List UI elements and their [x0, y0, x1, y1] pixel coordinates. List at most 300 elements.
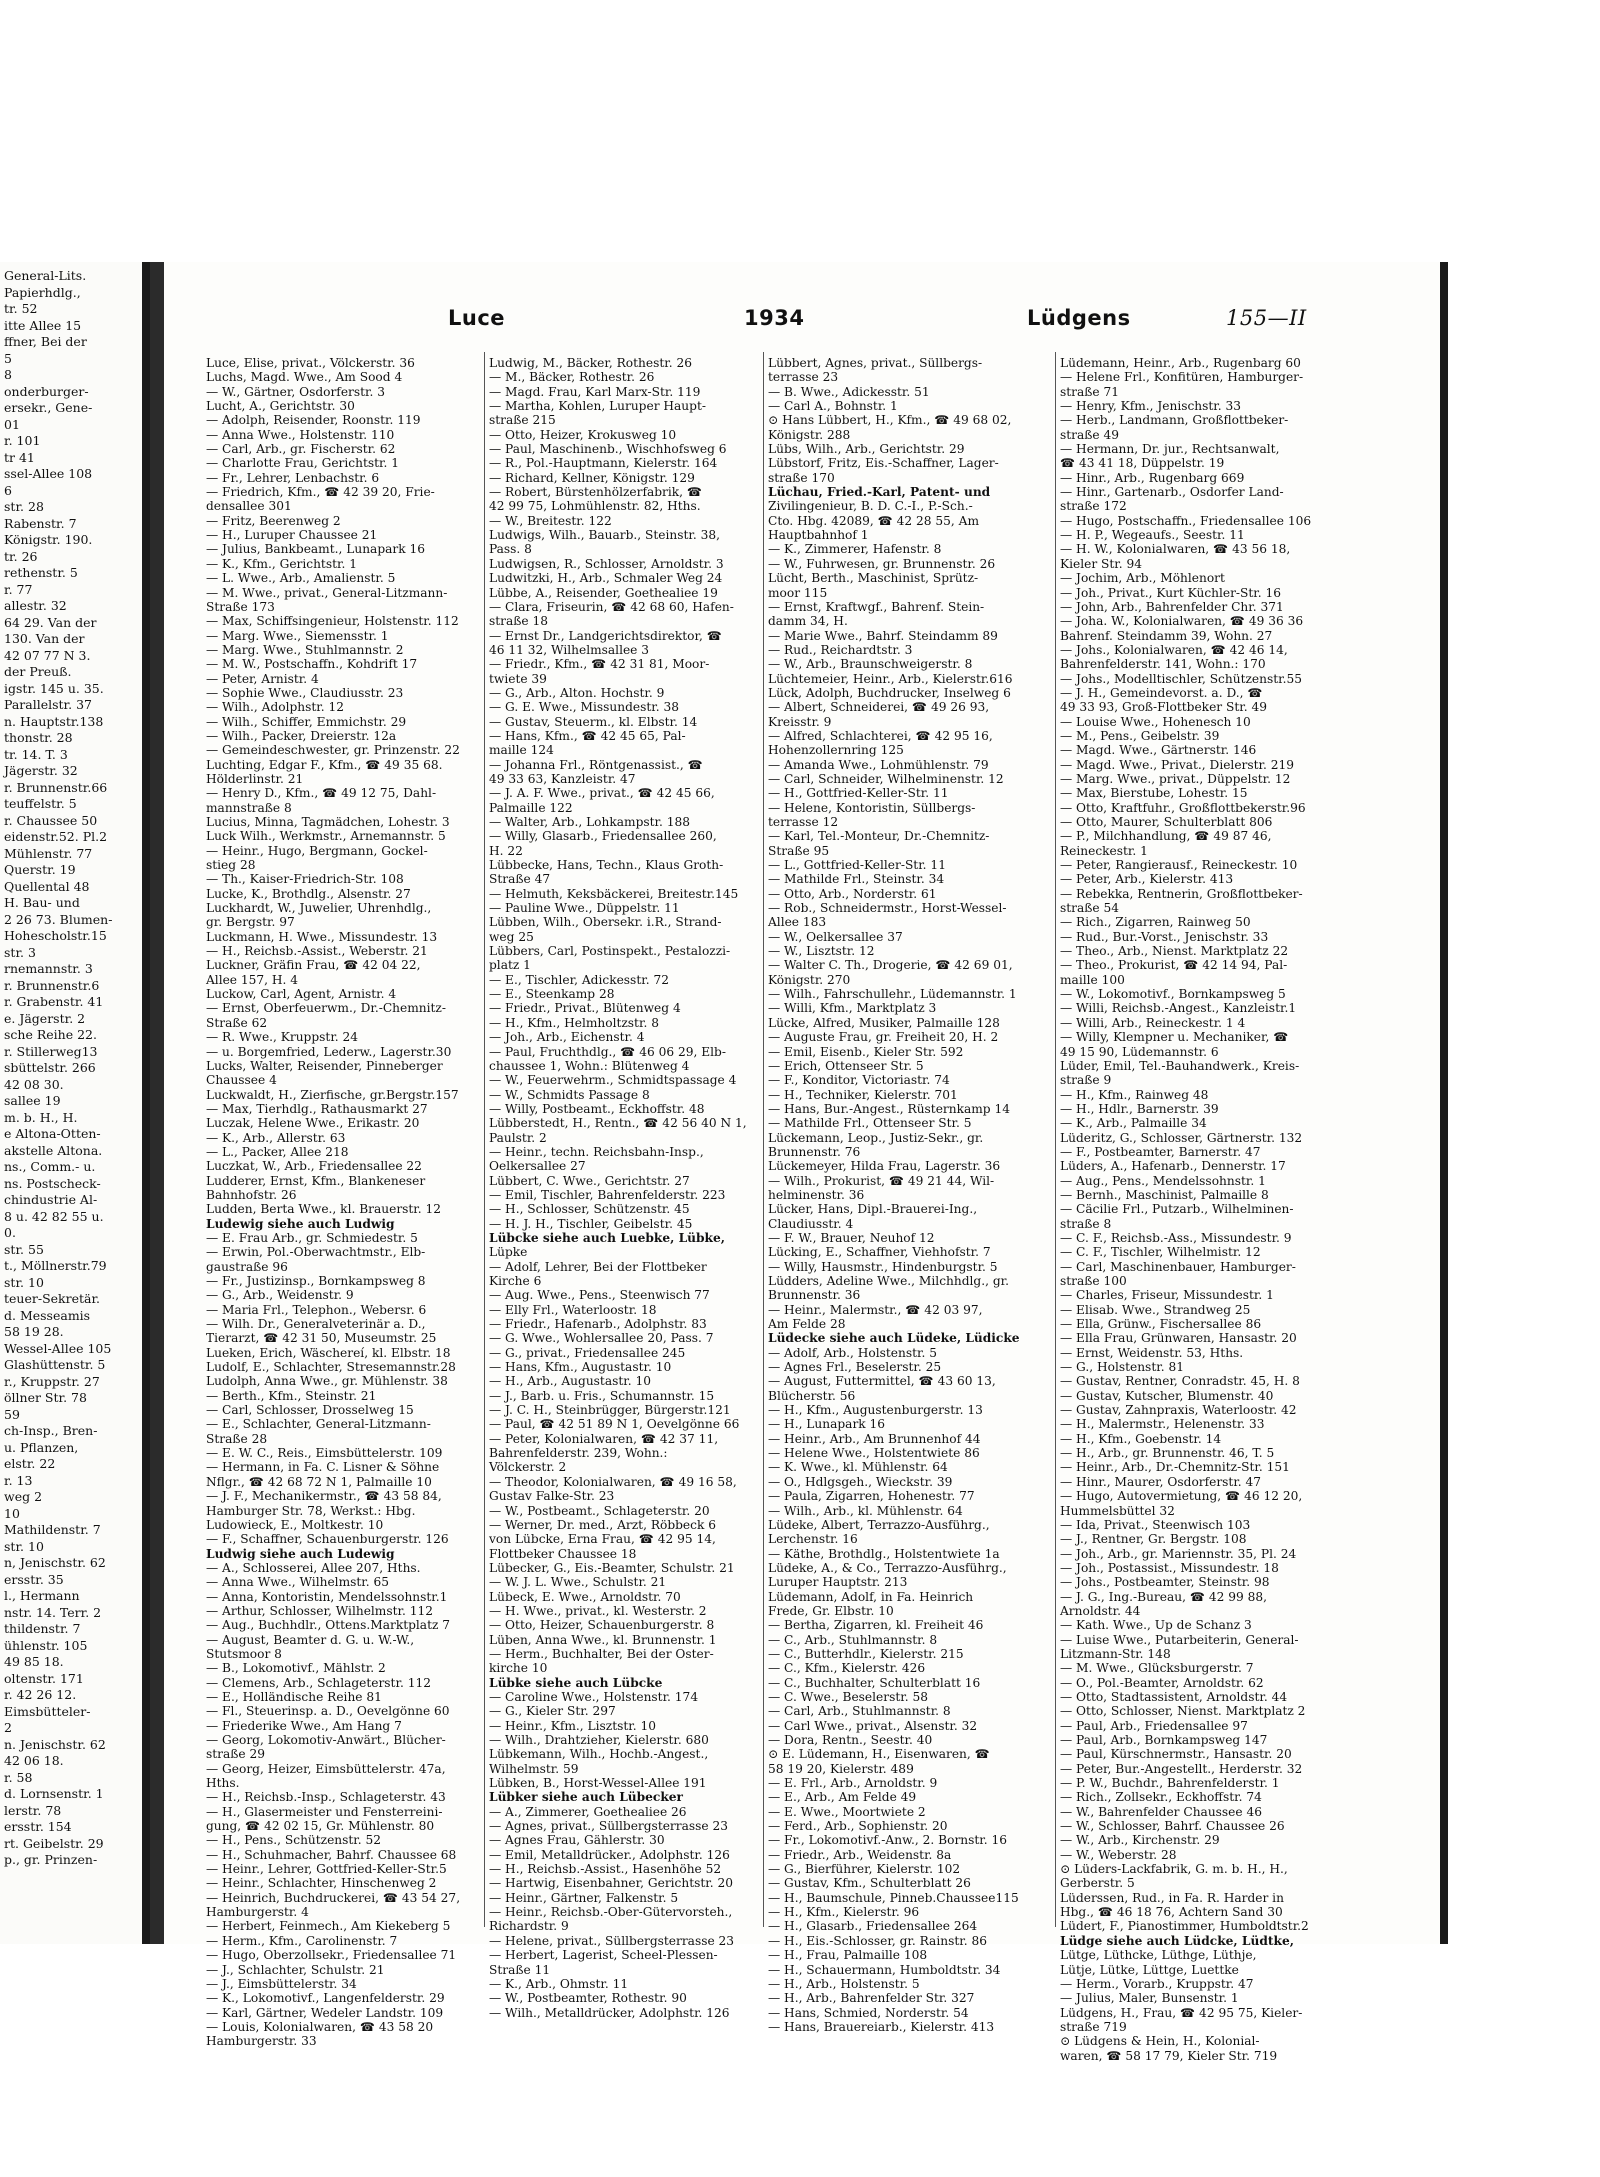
fragment-line: ffner, Bei der	[4, 334, 87, 349]
directory-entry: — Otto, Maurer, Schulterblatt 806	[1060, 815, 1273, 829]
directory-entry: — H., Lunapark 16	[768, 1417, 886, 1432]
directory-entry: helminenstr. 36	[768, 1187, 865, 1202]
directory-entry: straße 215	[489, 413, 556, 428]
directory-entry: Bahrenfelderstr. 239, Wohn.:	[489, 1446, 668, 1461]
directory-entry: straße 29	[206, 1747, 265, 1762]
directory-entry: — G., Holstenstr. 81	[1060, 1360, 1184, 1375]
directory-entry: Lüdecke siehe auch Lüdeke, Lüdicke	[768, 1331, 1020, 1346]
directory-entry: — Friederike Wwe., Am Hang 7	[206, 1718, 402, 1733]
directory-entry: straße 170	[768, 470, 835, 485]
directory-entry: Lübbers, Carl, Postinspekt., Pestalozzi-	[489, 944, 731, 959]
directory-entry: — Kath. Wwe., Up de Schanz 3	[1060, 1618, 1252, 1633]
directory-entry: Hohenzollernring 125	[768, 743, 904, 758]
directory-entry: Lücht, Berth., Maschinist, Sprütz-	[768, 571, 979, 586]
directory-entry: — Wilh., Fahrschullehr., Lüdemannstr. 1	[768, 987, 1017, 1002]
fragment-line: tr. 14. T. 3	[4, 746, 68, 762]
directory-entry: — M. Wwe., privat., General-Litzmann-	[206, 585, 448, 600]
directory-entry: — Carl, Arb., gr. Fischerstr. 62	[206, 442, 396, 457]
directory-entry: — Herb., Landmann, Großflottbeker-	[1060, 413, 1289, 428]
fragment-line: H. Bau- und	[4, 895, 80, 910]
fragment-line: Hohescholstr.15	[4, 928, 107, 943]
directory-entry: — Bernh., Maschinist, Palmaille 8	[1060, 1187, 1269, 1202]
directory-entry: — H., Frau, Palmaille 108	[768, 1948, 928, 1963]
directory-entry: Flottbeker Chaussee 18	[489, 1546, 637, 1561]
directory-entry: — M. W., Postschaffn., Kohdrift 17	[206, 657, 418, 672]
directory-entry: Pass. 8	[489, 542, 532, 557]
directory-entry: Kreisstr. 9	[768, 714, 832, 729]
directory-entry: — O., Pol.-Beamter, Arnoldstr. 62	[1060, 1675, 1264, 1690]
directory-entry: Hummelsbüttel 32	[1060, 1503, 1175, 1518]
directory-entry: Hauptbahnhof 1	[768, 528, 869, 543]
previous-page-fragment	[0, 262, 150, 1944]
directory-entry: Lüdemann, Heinr., Arb., Rugenbarg 60	[1060, 356, 1301, 370]
directory-entry: Lucius, Minna, Tagmädchen, Lohestr. 3	[206, 815, 450, 829]
directory-entry: — H., Reichsb.-Assist., Hasenhöhe 52	[489, 1862, 722, 1877]
directory-entry: Lucks, Walter, Reisender, Pinneberger	[206, 1058, 443, 1073]
directory-entry: — O., Hdlgsgeh., Wieckstr. 39	[768, 1474, 953, 1489]
fragment-line: 2	[4, 1720, 12, 1735]
directory-entry: — H. P., Wegeaufs., Seestr. 11	[1060, 528, 1245, 543]
directory-entry: — Carl A., Bohnstr. 1	[768, 399, 898, 414]
directory-entry: — Carl, Arb., Stuhlmannstr. 8	[768, 1704, 951, 1719]
directory-entry: — Paula, Zigarren, Hohenestr. 77	[768, 1489, 975, 1504]
directory-entry: — Max, Schiffsingenieur, Holstenstr. 112	[206, 614, 459, 629]
directory-entry: — Paul, ☎ 42 51 89 N 1, Oevelgönne 66	[489, 1417, 740, 1432]
directory-column-3	[768, 356, 1053, 2034]
fragment-line: itte Allee 15	[4, 317, 82, 333]
directory-entry: Straße 11	[489, 1962, 551, 1977]
directory-entry: — Henry D., Kfm., ☎ 49 12 75, Dahl-	[206, 786, 437, 801]
directory-entry: Lucht, A., Gerichtstr. 30	[206, 399, 355, 414]
directory-entry: straße 54	[1060, 901, 1119, 916]
fragment-line: ns. Postscheck-	[4, 1175, 101, 1191]
directory-entry: — G., Kieler Str. 297	[489, 1704, 616, 1719]
fragment-line: 0.	[4, 1225, 16, 1240]
fragment-line: str. 10	[4, 1274, 44, 1290]
directory-entry: — Sophie Wwe., Claudiusstr. 23	[206, 685, 404, 700]
directory-entry: Lucke, K., Brothdlg., Alsenstr. 27	[206, 886, 411, 901]
directory-entry: — W., Postbeamt., Schlageterstr. 20	[489, 1503, 710, 1518]
directory-entry: — Joh., Arb., gr. Mariennstr. 35, Pl. 24	[1060, 1546, 1297, 1561]
directory-entry: Lübke siehe auch Lübcke	[489, 1675, 663, 1690]
directory-entry: — Peter, Arnistr. 4	[206, 671, 319, 686]
directory-entry: — A., Schlosserei, Allee 207, Hths.	[206, 1560, 421, 1575]
directory-entry: — Wilh., Metalldrücker, Adolphstr. 126	[489, 2005, 730, 2020]
directory-entry: Hbg., ☎ 46 18 76, Achtern Sand 30	[1060, 1905, 1283, 1920]
directory-entry: — Th., Kaiser-Friedrich-Str. 108	[206, 872, 404, 887]
directory-entry: — P. W., Buchdr., Bahrenfelderstr. 1	[1060, 1776, 1280, 1791]
fragment-line: weg 2	[4, 1489, 43, 1504]
directory-entry: Lerchenstr. 16	[768, 1532, 858, 1547]
directory-entry: kirche 10	[489, 1661, 548, 1676]
fragment-line: Mühlenstr. 77	[4, 845, 93, 861]
directory-entry: — u. Borgemfried, Lederw., Lagerstr.30	[206, 1044, 452, 1059]
directory-entry: Luchs, Magd. Wwe., Am Sood 4	[206, 370, 403, 385]
fragment-line: ersstr. 154	[4, 1819, 72, 1834]
directory-entry: — H., Glasarb., Friedensallee 264	[768, 1919, 978, 1934]
directory-entry: — M., Bäcker, Rothestr. 26	[489, 370, 655, 385]
directory-entry: Lüderssen, Rud., in Fa. R. Harder in	[1060, 1890, 1284, 1905]
directory-entry: — Heinr., Reichsb.-Ober-Gütervorsteh.,	[489, 1905, 733, 1920]
directory-entry: — Henry, Kfm., Jenischstr. 33	[1060, 399, 1242, 414]
directory-entry: — J. H., Gemeindevorst. a. D., ☎	[1060, 685, 1263, 700]
directory-entry: — Rebekka, Rentnerin, Großflottbeker-	[1060, 886, 1303, 901]
directory-entry: — Paul, Arb., Friedensallee 97	[1060, 1718, 1248, 1733]
directory-entry: — Wilh., Prokurist, ☎ 49 21 44, Wil-	[768, 1173, 995, 1188]
directory-entry: — Clemens, Arb., Schlageterstr. 112	[206, 1675, 431, 1690]
directory-entry: Luce, Elise, privat., Völckerstr. 36	[206, 356, 415, 370]
directory-entry: — Hermann, Dr. jur., Rechtsanwalt,	[1060, 442, 1280, 457]
directory-entry: — W., Bahrenfelder Chaussee 46	[1060, 1804, 1262, 1819]
fragment-line: allestr. 32	[4, 598, 67, 613]
directory-entry: Bahnhofstr. 26	[206, 1187, 297, 1202]
directory-entry: — H. J. H., Tischler, Geibelstr. 45	[489, 1216, 693, 1231]
fragment-line: oltenstr. 171	[4, 1670, 84, 1686]
directory-entry: — Hugo, Postschaffn., Friedensallee 106	[1060, 513, 1312, 528]
directory-entry: Luck Wilh., Werkmstr., Arnemannstr. 5	[206, 829, 446, 844]
directory-entry: — Marg. Wwe., Stuhlmannstr. 2	[206, 642, 404, 657]
directory-entry: — Louise Wwe., Hohenesch 10	[1060, 714, 1251, 729]
directory-entry: — Willy, Postbeamt., Eckhoffstr. 48	[489, 1101, 705, 1116]
directory-entry: — Auguste Frau, gr. Freiheit 20, H. 2	[768, 1030, 999, 1045]
directory-entry: — C., Kfm., Kielerstr. 426	[768, 1661, 926, 1676]
directory-entry: — Ella Frau, Grünwaren, Hansastr. 20	[1060, 1331, 1297, 1346]
directory-entry: — H., Schuhmacher, Bahrf. Chaussee 68	[206, 1847, 457, 1862]
directory-entry: — John, Arb., Bahrenfelder Chr. 371	[1060, 599, 1284, 614]
directory-entry: — Joh., Arb., Eichenstr. 4	[489, 1030, 645, 1045]
directory-entry: Hamburgerstr. 4	[206, 1905, 309, 1920]
fragment-line: 01	[4, 416, 20, 432]
directory-entry: Chaussee 4	[206, 1073, 277, 1088]
fragment-line: 6	[4, 482, 12, 498]
directory-entry: — Rich., Zigarren, Rainweg 50	[1060, 915, 1251, 930]
fragment-line: 59	[4, 1406, 20, 1422]
directory-entry: Lüdgens, H., Frau, ☎ 42 95 75, Kieler-	[1060, 2005, 1303, 2020]
directory-entry: — August, Beamter d. G. u. W.-W.,	[206, 1632, 415, 1647]
directory-entry: — Erich, Ottenseer Str. 5	[768, 1058, 924, 1073]
directory-entry: Lückemeyer, Hilda Frau, Lagerstr. 36	[768, 1159, 1001, 1174]
directory-entry: Königstr. 288	[768, 427, 851, 442]
directory-entry: — F. W., Brauer, Neuhof 12	[768, 1230, 935, 1245]
directory-entry: — F., Schaffner, Schauenburgerstr. 126	[206, 1532, 449, 1547]
directory-entry: von Lübcke, Erna Frau, ☎ 42 95 14,	[489, 1532, 716, 1547]
directory-entry: — Otto, Arb., Norderstr. 61	[768, 886, 937, 901]
directory-entry: Reineckestr. 1	[1060, 843, 1148, 858]
directory-entry: — K., Arb., Palmaille 34	[1060, 1116, 1207, 1131]
directory-entry: — Johs., Kolonialwaren, ☎ 42 46 14,	[1060, 642, 1288, 657]
directory-entry: — Georg, Lokomotiv-Anwärt., Blücher-	[206, 1733, 446, 1747]
directory-entry: — G., Arb., Weidenstr. 9	[206, 1288, 354, 1303]
fragment-line: str. 3	[4, 944, 36, 960]
directory-entry: — Hermann, in Fa. C. Lisner & Söhne	[206, 1460, 440, 1475]
directory-entry: — Wilh., Drahtzieher, Kielerstr. 680	[489, 1733, 709, 1747]
directory-entry: — Gustav, Zahnpraxis, Waterloostr. 42	[1060, 1403, 1297, 1418]
fragment-line: ssel-Allee 108	[4, 466, 93, 481]
directory-entry: — H., Kfm., Rainweg 48	[1060, 1087, 1209, 1102]
directory-entry: Lübs, Wilh., Arb., Gerichtstr. 29	[768, 442, 965, 457]
directory-entry: — Otto, Stadtassistent, Arnoldstr. 44	[1060, 1689, 1288, 1704]
directory-entry: — Anna Wwe., Holstenstr. 110	[206, 427, 395, 442]
directory-entry: — Joh., Postassist., Missundestr. 18	[1060, 1560, 1279, 1575]
directory-entry: — Aug., Buchhdlr., Ottens.Marktplatz 7	[206, 1618, 451, 1633]
directory-entry: — Marg. Wwe., Siemensstr. 1	[206, 628, 389, 643]
directory-entry: — M. Wwe., Glücksburgerstr. 7	[1060, 1661, 1254, 1676]
directory-entry: — Agnes, privat., Süllbergsterrasse 23	[489, 1819, 728, 1834]
directory-entry: — Heinr., Malermstr., ☎ 42 03 97,	[768, 1302, 983, 1317]
directory-entry: stieg 28	[206, 858, 256, 873]
column-rule	[484, 352, 485, 1927]
directory-entry: — M., Pens., Geibelstr. 39	[1060, 728, 1220, 743]
directory-entry: Luczak, Helene Wwe., Erikastr. 20	[206, 1116, 420, 1131]
directory-entry: — W., Postbeamter, Rothestr. 90	[489, 1991, 687, 2006]
directory-entry: — Peter, Rangierausf., Reineckestr. 10	[1060, 858, 1298, 873]
fragment-line: Rabenstr. 7	[4, 515, 77, 531]
directory-entry: — Hans, Schmied, Norderstr. 54	[768, 2005, 969, 2020]
directory-entry: — Agnes Frl., Beselerstr. 25	[768, 1360, 942, 1375]
directory-entry: — Paul, Fruchthdlg., ☎ 46 06 29, Elb-	[489, 1044, 726, 1059]
directory-entry: — Julius, Bankbeamt., Lunapark 16	[206, 542, 425, 557]
directory-entry: — Rud., Reichardtstr. 3	[768, 642, 913, 657]
directory-entry: straße 49	[1060, 427, 1119, 442]
directory-entry: Cto. Hbg. 42089, ☎ 42 28 55, Am	[768, 513, 980, 528]
directory-entry: — Dora, Rentn., Seestr. 40	[768, 1733, 933, 1747]
directory-entry: — Otto, Heizer, Krokusweg 10	[489, 427, 677, 442]
directory-entry: — Johanna Frl., Röntgenassist., ☎	[489, 757, 703, 772]
fragment-line: 58 19 28.	[4, 1324, 64, 1339]
directory-entry: — Ernst Dr., Landgerichtsdirektor, ☎	[489, 628, 722, 643]
fragment-line: eidenstr.52. Pl.2	[4, 829, 108, 844]
directory-entry: Ludewig siehe auch Ludwig	[206, 1216, 395, 1231]
directory-entry: — Ella, Grünw., Fischersallee 86	[1060, 1317, 1262, 1332]
directory-entry: — Fr., Lokomotivf.-Anw., 2. Bornstr. 16	[768, 1833, 1008, 1848]
directory-entry: gr. Bergstr. 97	[206, 915, 295, 930]
fragment-line: akstelle Altona.	[4, 1142, 103, 1158]
directory-entry: — E., Holländische Reihe 81	[206, 1689, 382, 1704]
fragment-line: igstr. 145 u. 35.	[4, 680, 104, 696]
directory-entry: Gustav Falke-Str. 23	[489, 1489, 615, 1504]
directory-entry: — Werner, Dr. med., Arzt, Röbbeck 6	[489, 1517, 716, 1532]
fragment-line: rethenstr. 5	[4, 565, 78, 580]
fragment-line: 130. Van der	[4, 631, 85, 646]
directory-entry: 49 33 93, Groß-Flottbeker Str. 49	[1060, 700, 1267, 715]
fragment-line: u. Pflanzen,	[4, 1439, 79, 1455]
directory-entry: — Maria Frl., Telephon., Webersr. 6	[206, 1302, 427, 1317]
directory-entry: Luckhardt, W., Juwelier, Uhrenhdlg.,	[206, 901, 432, 916]
directory-entry: — F., Konditor, Victoriastr. 74	[768, 1073, 950, 1088]
directory-entry: — Magd. Frau, Karl Marx-Str. 119	[489, 384, 701, 399]
fragment-line: tr 41	[4, 449, 35, 465]
directory-entry: — Ernst, Kraftwgf., Bahrenf. Stein-	[768, 599, 985, 614]
fragment-line: 42 07 77 N 3.	[4, 647, 91, 663]
directory-entry: Stutsmoor 8	[206, 1646, 282, 1661]
directory-entry: — G. Wwe., Wohlersallee 20, Pass. 7	[489, 1331, 714, 1346]
directory-entry: — Max, Bierstube, Lohestr. 15	[1060, 786, 1248, 801]
directory-entry: — H., Kfm., Augustenburgerstr. 13	[768, 1403, 983, 1418]
directory-entry: — Herm., Vorarb., Kruppstr. 47	[1060, 1976, 1254, 1991]
fragment-line: str. 55	[4, 1241, 44, 1257]
directory-entry: mannstraße 8	[206, 800, 292, 815]
directory-entry: — Charles, Friseur, Missundestr. 1	[1060, 1288, 1274, 1303]
fragment-line: thildenstr. 7	[4, 1621, 81, 1636]
directory-entry: — W., Schmidts Passage 8	[489, 1087, 650, 1102]
directory-entry: Paulstr. 2	[489, 1130, 547, 1145]
directory-entry: Luckner, Gräfin Frau, ☎ 42 04 22,	[206, 958, 421, 973]
fragment-line: r. Brunnenstr.6	[4, 977, 100, 993]
directory-entry: — Theo., Prokurist, ☎ 42 14 94, Pal-	[1060, 958, 1288, 973]
directory-entry: — Friedr., Kfm., ☎ 42 31 81, Moor-	[489, 657, 710, 672]
directory-entry: — K., Arb., Ohmstr. 11	[489, 1976, 629, 1991]
directory-entry: — C., Butterhdlr., Kielerstr. 215	[768, 1646, 964, 1661]
fragment-line: nstr. 14. Terr. 2	[4, 1604, 102, 1620]
directory-entry: — Helene, privat., Süllbergsterrasse 23	[489, 1933, 735, 1948]
fragment-line: r. 101	[4, 433, 41, 448]
directory-entry: — Karl, Gärtner, Wedeler Landstr. 109	[206, 2005, 444, 2020]
directory-entry: Kirche 6	[489, 1274, 542, 1288]
directory-entry: — H., Arb., gr. Brunnenstr. 46, T. 5	[1060, 1446, 1275, 1461]
directory-entry: Lütje, Lütke, Lüttge, Luettke	[1060, 1962, 1239, 1977]
fragment-line: e Altona-Otten-	[4, 1126, 101, 1141]
fragment-line: 8	[4, 367, 12, 382]
directory-entry: — L. Wwe., Arb., Amalienstr. 5	[206, 571, 396, 586]
directory-entry: — Jochim, Arb., Möhlenort	[1060, 571, 1225, 586]
directory-entry: Hamburger Str. 78, Werkst.: Hbg.	[206, 1503, 416, 1518]
directory-entry: terrasse 12	[768, 815, 839, 829]
directory-entry: Ludolf, E., Schlachter, Stresemannstr.28	[206, 1360, 456, 1375]
directory-entry: — Hans, Kfm., ☎ 42 45 65, Pal-	[489, 728, 686, 743]
directory-entry: — W., Breitestr. 122	[489, 513, 612, 528]
directory-entry: — H., Pens., Schützenstr. 52	[206, 1833, 382, 1848]
directory-entry: — Heinrich, Buchdruckerei, ☎ 43 54 27,	[206, 1890, 461, 1905]
running-head-right: Lüdgens	[1027, 306, 1131, 330]
fragment-line: Königstr. 190.	[4, 532, 93, 547]
directory-entry: Hölderlinstr. 21	[206, 771, 304, 786]
directory-entry: — H., Reichsb.-Assist., Weberstr. 21	[206, 944, 428, 959]
directory-entry: — J. G., Ing.-Bureau, ☎ 42 99 88,	[1060, 1589, 1268, 1604]
fragment-line: öllner Str. 78	[4, 1390, 87, 1405]
directory-entry: Nflgr., ☎ 42 68 72 N 1, Palmaille 10	[206, 1474, 432, 1489]
directory-entry: — Hinr., Gartenarb., Osdorfer Land-	[1060, 485, 1284, 500]
directory-entry: densallee 301	[206, 499, 292, 514]
directory-entry: — Johs., Postbeamter, Steinstr. 98	[1060, 1575, 1270, 1590]
fragment-line: 5	[4, 350, 12, 366]
directory-entry: — Clara, Friseurin, ☎ 42 68 60, Hafen-	[489, 599, 734, 614]
directory-entry: damm 34, H.	[768, 614, 848, 629]
directory-entry: — Fritz, Beerenweg 2	[206, 513, 341, 528]
fragment-line: der Preuß.	[4, 664, 72, 679]
directory-entry: — Elly Frl., Waterloostr. 18	[489, 1302, 657, 1317]
directory-entry: weg 25	[489, 929, 534, 944]
fragment-line: r. Brunnenstr.66	[4, 779, 108, 795]
directory-entry: — Paul, Arb., Bornkampsweg 147	[1060, 1733, 1268, 1747]
directory-entry: — E. Frau Arb., gr. Schmiedestr. 5	[206, 1230, 418, 1245]
directory-entry: — Emil, Tischler, Bahrenfelderstr. 223	[489, 1187, 726, 1202]
directory-entry: Am Felde 28	[768, 1317, 846, 1332]
fragment-line: d. Messeamis	[4, 1307, 91, 1323]
directory-entry: — Heinr., Kfm., Lisztstr. 10	[489, 1718, 657, 1733]
directory-entry: Ludwig, M., Bäcker, Rothestr. 26	[489, 356, 692, 370]
directory-entry: Lüdeke, A., & Co., Terrazzo-Ausführg.,	[768, 1560, 1007, 1575]
directory-entry: Gerberstr. 5	[1060, 1876, 1135, 1891]
directory-entry: Lübberstedt, H., Rentn., ☎ 42 56 40 N 1,	[489, 1116, 747, 1131]
directory-entry: — H., Glasermeister und Fensterreini-	[206, 1804, 443, 1819]
directory-entry: — Luise Wwe., Putarbeiterin, General-	[1060, 1632, 1299, 1647]
directory-entry: — Agnes Frau, Gählerstr. 30	[489, 1833, 665, 1848]
directory-entry: — W., Arb., Braunschweigerstr. 8	[768, 657, 973, 672]
directory-entry: — Elisab. Wwe., Strandweg 25	[1060, 1302, 1251, 1317]
directory-entry: — Walter C. Th., Drogerie, ☎ 42 69 01,	[768, 958, 1013, 973]
directory-entry: — Cäcilie Frl., Putzarb., Wilhelminen-	[1060, 1202, 1294, 1217]
directory-entry: — Emil, Eisenb., Kieler Str. 592	[768, 1044, 964, 1059]
directory-entry: — W., Fuhrwesen, gr. Brunnenstr. 26	[768, 556, 996, 571]
directory-entry: — H., Schlosser, Schützenstr. 45	[489, 1202, 690, 1217]
directory-entry: — Charlotte Frau, Gerichtstr. 1	[206, 456, 399, 471]
column-rule	[1055, 352, 1056, 1927]
directory-entry: — Gustav, Kfm., Schulterblatt 26	[768, 1876, 971, 1891]
directory-entry: Lübbert, Agnes, privat., Süllbergs-	[768, 356, 983, 370]
directory-entry: Allee 183	[768, 915, 827, 930]
directory-entry: — Fr., Justizinsp., Bornkampsweg 8	[206, 1274, 426, 1288]
directory-entry: — G., Arb., Alton. Hochstr. 9	[489, 685, 665, 700]
directory-entry: — Hugo, Autovermietung, ☎ 46 12 20,	[1060, 1489, 1303, 1504]
directory-entry: — Walter, Arb., Lohkampstr. 188	[489, 815, 691, 829]
directory-entry: — Carl, Maschinenbauer, Hamburger-	[1060, 1259, 1296, 1274]
fragment-line: 2 26 73. Blumen-	[4, 911, 113, 927]
fragment-line: ns., Comm.- u.	[4, 1159, 96, 1174]
directory-entry: — Willi, Reichsb.-Angest., Kanzleistr.1	[1060, 1001, 1297, 1016]
directory-entry: — Peter, Kolonialwaren, ☎ 42 37 11,	[489, 1431, 719, 1446]
directory-entry: 42 99 75, Lohmühlenstr. 82, Hths.	[489, 499, 701, 514]
fragment-line: teuer-Sekretär.	[4, 1291, 101, 1306]
directory-entry: — Otto, Kraftfuhr., Großflottbekerstr.96	[1060, 800, 1306, 815]
fragment-line: 49 85 18.	[4, 1654, 64, 1669]
directory-entry: — Emil, Metalldrücker., Adolphstr. 126	[489, 1847, 730, 1862]
fragment-line: n, Jenischstr. 62	[4, 1555, 106, 1570]
directory-entry: — Mathilde Frl., Ottenseer Str. 5	[768, 1116, 972, 1131]
directory-entry: Lübkemann, Wilh., Hochb.-Angest.,	[489, 1747, 709, 1762]
running-head-year: 1934	[744, 306, 805, 330]
fragment-line: tr. 26	[4, 548, 38, 564]
directory-entry: — Heinr., Arb., Am Brunnenhof 44	[768, 1431, 981, 1446]
book-gutter	[150, 262, 164, 1944]
directory-entry: Lüdders, Adeline Wwe., Milchhdlg., gr.	[768, 1274, 1010, 1288]
directory-entry: Ludwig siehe auch Ludewig	[206, 1546, 395, 1561]
directory-entry: Straße 47	[489, 872, 551, 887]
directory-entry: — H., Eis.-Schlosser, gr. Rainstr. 86	[768, 1933, 987, 1948]
directory-entry: Palmaille 122	[489, 800, 573, 815]
directory-entry: — Wilh., Schiffer, Emmichstr. 29	[206, 714, 407, 729]
directory-entry: — B. Wwe., Adickesstr. 51	[768, 384, 930, 399]
fragment-line: t., Möllnerstr.79	[4, 1258, 107, 1273]
directory-entry: waren, ☎ 58 17 79, Kieler Str. 719	[1060, 2048, 1278, 2063]
directory-entry: — H. W., Kolonialwaren, ☎ 43 56 18,	[1060, 542, 1291, 557]
directory-entry: — Friedr., Privat., Blütenweg 4	[489, 1001, 681, 1016]
directory-entry: twiete 39	[489, 671, 547, 686]
directory-entry: — Joha. W., Kolonialwaren, ☎ 49 36 36	[1060, 614, 1304, 629]
directory-entry: — Peter, Arb., Kielerstr. 413	[1060, 872, 1234, 887]
directory-entry: — J., Eimsbüttelerstr. 34	[206, 1976, 357, 1991]
directory-entry: — G., Bierführer, Kielerstr. 102	[768, 1862, 961, 1877]
fragment-line: ch-Insp., Bren-	[4, 1423, 98, 1438]
fragment-line: Glashüttenstr. 5	[4, 1357, 106, 1372]
directory-entry: — C. F., Tischler, Wilhelmistr. 12	[1060, 1245, 1261, 1260]
directory-entry: — E. Frl., Arb., Arnoldstr. 9	[768, 1776, 938, 1791]
fragment-line: chindustrie Al-	[4, 1192, 98, 1207]
directory-entry: Allee 157, H. 4	[206, 972, 299, 987]
fragment-line: p., gr. Prinzen-	[4, 1852, 98, 1867]
directory-entry: — Anna, Kontoristin, Mendelssohnstr.1	[206, 1589, 448, 1604]
directory-entry: — Magd. Wwe., Privat., Dielerstr. 219	[1060, 757, 1295, 772]
directory-entry: Lücking, E., Schaffner, Viehhofstr. 7	[768, 1245, 991, 1260]
